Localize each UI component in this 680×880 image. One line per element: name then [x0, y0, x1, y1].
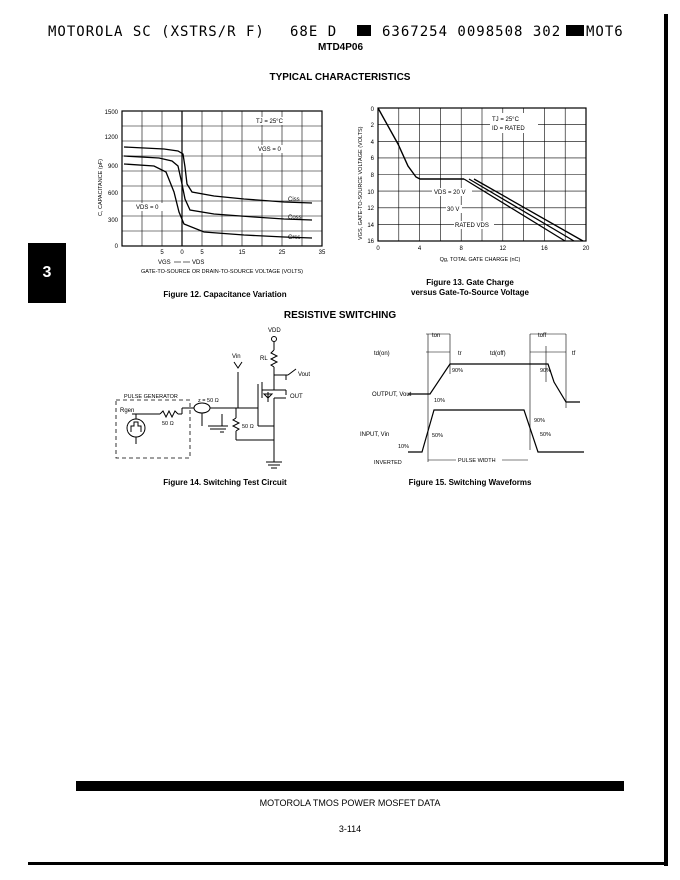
- p90b-label: 90%: [540, 368, 552, 374]
- fig12-y-tick: 1500: [104, 110, 118, 116]
- section-tab: [28, 243, 66, 303]
- figure-13-chart: [350, 104, 600, 274]
- fig13-tj-label: TJ = 25°C: [492, 117, 519, 123]
- fig12-y-tick: 600: [107, 191, 118, 197]
- fig12-grid: [122, 111, 322, 246]
- figure-14-circuit: [110, 322, 330, 472]
- p10b-label: 10%: [398, 444, 410, 450]
- figure-15-caption: Figure 15. Switching Waveforms: [408, 478, 532, 487]
- figure-12-caption: Figure 12. Capacitance Variation: [163, 290, 287, 299]
- barcode-block-icon: [357, 25, 371, 36]
- fig12-x-tick: 5: [200, 250, 204, 256]
- fig13-vds30-label: 30 V: [447, 207, 460, 213]
- fig13-y-tick: 12: [367, 206, 374, 212]
- fig12-x-tick: 0: [180, 250, 184, 256]
- fig12-y-tick: 300: [107, 218, 118, 224]
- fig12-y-tick: 900: [107, 164, 118, 170]
- fig12-x-tick: 35: [318, 250, 326, 256]
- section-tab-number: 3: [42, 264, 52, 281]
- output-label: OUTPUT, Vout: [372, 392, 412, 398]
- fig13-y-tick: 10: [367, 190, 374, 196]
- p50b-label: 50%: [540, 432, 552, 438]
- rl-label: RL: [260, 356, 268, 362]
- fig12-vds0-label: VDS = 0: [136, 205, 159, 211]
- figure-15-waveforms: [352, 322, 592, 472]
- tdon-label: td(on): [374, 351, 390, 357]
- crss-label: Crss: [288, 235, 301, 241]
- fig13-y-label: VGS, GATE-TO-SOURCE VOLTAGE (VOLTS): [358, 126, 364, 240]
- part-number: MTD4P06: [318, 42, 364, 53]
- ciss-label: Ciss: [288, 197, 300, 203]
- barcode-block-icon: [566, 25, 584, 36]
- fig12-y-label: C, CAPACITANCE (pF): [98, 159, 104, 216]
- figure-14-caption: Figure 14. Switching Test Circuit: [163, 478, 287, 487]
- p90c-label: 90%: [534, 418, 546, 424]
- z50-label: z = 50 Ω: [198, 398, 219, 404]
- fig13-x-label: Qg, TOTAL GATE CHARGE (nC): [439, 257, 521, 263]
- page-bottom-edge: [28, 862, 668, 865]
- header-barcode: 6367254 0098508 302: [382, 24, 562, 40]
- fig13-y-tick: 8: [370, 173, 374, 179]
- vdd-label: VDD: [268, 328, 281, 334]
- toff-label: toff: [538, 333, 547, 339]
- header-code: 68E D: [290, 24, 338, 40]
- fig12-vgs0-label: VGS = 0: [258, 147, 281, 153]
- fig13-y-tick: 4: [370, 140, 374, 146]
- fig12-x-tick: 25: [278, 250, 286, 256]
- p90a-label: 90%: [452, 368, 464, 374]
- fig12-x-tick: 5: [160, 250, 164, 256]
- vds-30v-curve: [469, 179, 574, 241]
- header-right: MOT6: [586, 24, 624, 40]
- figure-12-chart: [84, 104, 340, 284]
- figure-13-caption-line1: Figure 13. Gate Charge: [426, 278, 514, 287]
- rgen-label: Rgen: [120, 408, 135, 414]
- resistive-title: RESISTIVE SWITCHING: [283, 310, 397, 321]
- fig13-x-tick: 4: [417, 246, 422, 252]
- r50b-label: 50 Ω: [242, 424, 254, 430]
- fig13-id-label: ID = RATED: [492, 126, 525, 132]
- fig13-y-tick: 2: [370, 123, 374, 129]
- coss-label: Coss: [288, 215, 302, 221]
- ciss-curve: [124, 147, 312, 203]
- fig12-vds-label: VDS: [192, 260, 205, 266]
- fig13-y-tick: 16: [367, 239, 374, 245]
- ton-label: ton: [432, 333, 441, 339]
- pulse-width-label: PULSE WIDTH: [458, 458, 496, 464]
- fig13-x-tick: 12: [499, 246, 507, 252]
- tf-label: tf: [572, 351, 576, 357]
- footer-page: 3-114: [338, 824, 362, 834]
- vds-rated-curve: [474, 179, 583, 241]
- pulse-generator-label: PULSE GENERATOR: [124, 394, 178, 400]
- fig12-tj-label: TJ = 25°C: [256, 119, 283, 125]
- vout-label: Vout: [298, 372, 311, 378]
- fig13-y-tick: 6: [370, 156, 374, 162]
- footer-rule: [76, 781, 624, 791]
- vin-label: Vin: [232, 354, 241, 360]
- fig13-y-tick: 0: [370, 107, 374, 113]
- footer-title: MOTOROLA TMOS POWER MOSFET DATA: [259, 798, 441, 808]
- fig13-x-tick: 8: [459, 246, 463, 252]
- p50a-label: 50%: [432, 433, 444, 439]
- fig13-y-tick: 14: [367, 223, 374, 229]
- tr-label: tr: [458, 351, 462, 357]
- fig13-vds20-label: VDS = 20 V: [434, 190, 466, 196]
- tdoff-label: td(off): [490, 351, 506, 357]
- out-label: OUT: [290, 394, 303, 400]
- page-right-edge: [664, 14, 668, 866]
- fig13-x-tick: 20: [582, 246, 590, 252]
- fig12-y-tick: 1200: [104, 135, 118, 141]
- figure-13-caption-line2: versus Gate-To-Source Voltage: [411, 288, 529, 297]
- fig13-x-tick: 16: [541, 246, 548, 252]
- vgs-charge-curve: [378, 108, 464, 179]
- r50a-label: 50 Ω: [162, 421, 174, 427]
- vds-20v-curve: [464, 179, 565, 241]
- typical-title: TYPICAL CHARACTERISTICS: [269, 72, 411, 83]
- fig12-y-tick: 0: [114, 244, 118, 250]
- fig13-x-tick: 0: [376, 246, 380, 252]
- inverted-label: INVERTED: [374, 460, 402, 466]
- fig13-rated-label: RATED VDS: [455, 223, 489, 229]
- fig12-vgs-label: VGS: [158, 260, 171, 266]
- fig12-x-tick: 15: [238, 250, 246, 256]
- fig12-x-label: GATE-TO-SOURCE OR DRAIN-TO-SOURCE VOLTAGE (VOLTS): [141, 269, 303, 275]
- header-left: MOTOROLA SC (XSTRS/R F): [48, 24, 265, 40]
- p10-label: 10%: [434, 398, 446, 404]
- input-label: INPUT, Vin: [360, 432, 390, 438]
